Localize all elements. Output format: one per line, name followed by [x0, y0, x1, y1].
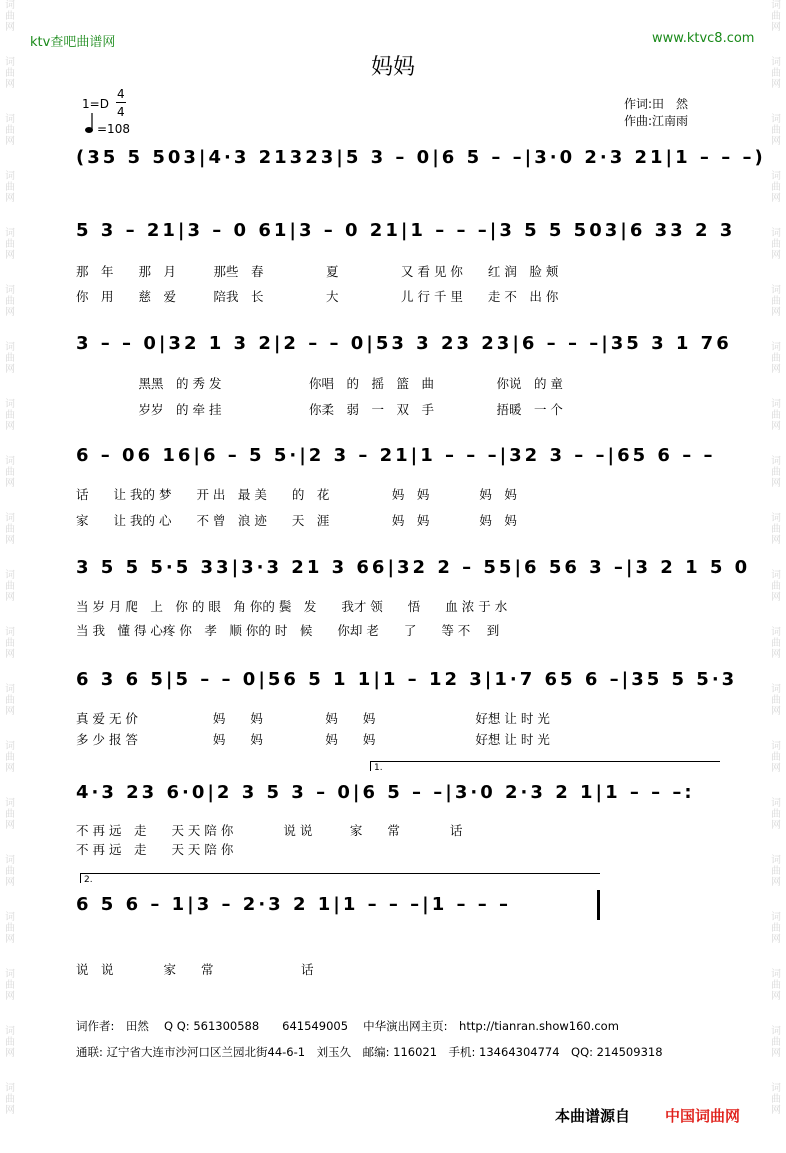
watermark-glyph: 网: [5, 649, 15, 660]
watermark-glyph: 曲: [5, 182, 15, 193]
watermark-glyph: 网: [771, 1048, 781, 1059]
final-barline: [597, 890, 600, 920]
watermark-glyph: 曲: [771, 1094, 781, 1105]
footer-contact-line-2: 通联: 辽宁省大连市沙河口区兰园北街44-6-1 刘玉久 邮编: 116021 手机: 13464304774 QQ: 214509318: [76, 1045, 663, 1059]
watermark-glyph: 词: [5, 684, 15, 695]
watermark-glyph: 词: [5, 456, 15, 467]
watermark-glyph: 网: [771, 877, 781, 888]
watermark-glyph: 曲: [771, 353, 781, 364]
watermark-glyph: 曲: [5, 11, 15, 22]
lyric-row-4-verse-2: 家 让 我的 心 不 曾 浪 迹 天 涯 妈 妈 妈 妈: [76, 513, 517, 528]
watermark-glyph: 网: [771, 364, 781, 375]
watermark-glyph: 词: [5, 228, 15, 239]
lyric-row-2-verse-1: 那 年 那 月 那些 春 夏 又 看 见 你 红 润 脸 颊: [76, 264, 559, 279]
watermark-glyph: 网: [5, 79, 15, 90]
lyric-row-5-verse-1: 当 岁 月 爬 上 你 的 眼 角 你的 鬓 发 我才 领 悟 血 浓 于 水: [76, 599, 508, 614]
watermark-glyph: 词: [771, 285, 781, 296]
watermark-glyph: 网: [771, 136, 781, 147]
watermark-glyph: 词: [771, 342, 781, 353]
watermark-glyph: 曲: [771, 923, 781, 934]
watermark-glyph: 网: [5, 193, 15, 204]
watermark-glyph: 网: [771, 250, 781, 261]
watermark-glyph: 曲: [5, 410, 15, 421]
watermark-glyph: 词: [771, 969, 781, 980]
watermark-glyph: 词: [771, 399, 781, 410]
watermark-glyph: 曲: [5, 809, 15, 820]
time-signature-divider: [116, 102, 126, 103]
watermark-glyph: 曲: [5, 866, 15, 877]
lyric-row-7-verse-2: 不 再 远 走 天 天 陪 你: [76, 842, 234, 857]
volta-2-bracket-tick: [80, 873, 81, 883]
score-row-4: 6 – 06 16|6 – 5 5·|2 3 – 21|1 – – –|32 3 – –|65 6 – –: [76, 445, 716, 466]
watermark-glyph: 曲: [771, 1037, 781, 1048]
lyric-row-3-verse-2: 岁岁 的 牵 挂 你柔 弱 一 双 手 捂暖 一 个: [76, 402, 563, 417]
score-row-5: 3 5 5 5·5 33|3·3 21 3 66|32 2 – 55|6 56 3 –|3 2 1 5 0: [76, 557, 751, 578]
watermark-left: [0, 0, 20, 1153]
key-signature: 1=D: [82, 97, 109, 111]
watermark-glyph: 曲: [771, 182, 781, 193]
watermark-glyph: 曲: [771, 866, 781, 877]
watermark-glyph: 网: [771, 22, 781, 33]
watermark-glyph: 曲: [5, 1094, 15, 1105]
source-label: 本曲谱源自: [555, 1107, 631, 1125]
lyric-row-7-verse-1: 不 再 远 走 天 天 陪 你 说 说 家 常 话: [76, 823, 463, 838]
score-row-3: 3 – – 0|32 1 3 2|2 – – 0|53 3 23 23|6 – – –|35 3 1 76: [76, 333, 732, 354]
watermark-glyph: 词: [771, 0, 781, 11]
watermark-glyph: 网: [5, 364, 15, 375]
watermark-glyph: 网: [771, 535, 781, 546]
watermark-glyph: 词: [771, 798, 781, 809]
watermark-glyph: 网: [771, 79, 781, 90]
watermark-glyph: 词: [5, 627, 15, 638]
score-row-8: 6 5 6 – 1|3 – 2·3 2 1|1 – – –|1 – – –: [76, 894, 512, 915]
watermark-glyph: 网: [771, 991, 781, 1002]
source-site-link[interactable]: 中国词曲网: [665, 1107, 741, 1125]
score-row-6: 6 3 6 5|5 – – 0|56 5 1 1|1 – 12 3|1·7 65 6 –|35 5 5·3: [76, 669, 738, 690]
watermark-glyph: 曲: [5, 125, 15, 136]
watermark-glyph: 网: [5, 1048, 15, 1059]
watermark-glyph: 曲: [771, 68, 781, 79]
lyric-row-5-verse-2: 当 我 懂 得 心疼 你 孝 顺 你的 时 候 你却 老 了 等 不 到: [76, 623, 500, 638]
watermark-glyph: 词: [5, 798, 15, 809]
watermark-glyph: 曲: [5, 239, 15, 250]
watermark-glyph: 曲: [771, 125, 781, 136]
watermark-glyph: 词: [5, 1026, 15, 1037]
watermark-glyph: 网: [5, 1105, 15, 1116]
site-url-right[interactable]: www.ktvc8.com: [652, 31, 755, 46]
watermark-glyph: 词: [771, 855, 781, 866]
score-row-2: 5 3 – 21|3 – 0 61|3 – 0 21|1 – – –|3 5 5 503|6 33 2 3: [76, 220, 736, 241]
watermark-glyph: 网: [5, 991, 15, 1002]
watermark-glyph: 网: [5, 934, 15, 945]
volta-1-bracket: [370, 761, 720, 762]
volta-2-label: 2.: [84, 875, 93, 885]
watermark-right: [766, 0, 786, 1153]
watermark-glyph: 曲: [5, 68, 15, 79]
watermark-glyph: 词: [5, 57, 15, 68]
watermark-glyph: 词: [771, 57, 781, 68]
watermark-glyph: 曲: [771, 11, 781, 22]
watermark-glyph: 曲: [771, 239, 781, 250]
watermark-glyph: 词: [5, 0, 15, 11]
watermark-glyph: 词: [771, 1083, 781, 1094]
watermark-glyph: 网: [771, 193, 781, 204]
watermark-glyph: 网: [5, 706, 15, 717]
watermark-glyph: 词: [5, 513, 15, 524]
lyric-row-6-verse-2: 多 少 报 答 妈 妈 妈 妈 好想 让 时 光: [76, 732, 550, 747]
watermark-glyph: 词: [771, 1026, 781, 1037]
watermark-glyph: 词: [5, 285, 15, 296]
watermark-glyph: 曲: [5, 752, 15, 763]
watermark-glyph: 曲: [771, 638, 781, 649]
watermark-glyph: 曲: [5, 695, 15, 706]
lyric-row-4-verse-1: 话 让 我的 梦 开 出 最 美 的 花 妈 妈 妈 妈: [76, 487, 517, 502]
time-signature-top: 4: [117, 87, 125, 101]
watermark-glyph: 曲: [5, 638, 15, 649]
watermark-glyph: 网: [771, 820, 781, 831]
watermark-glyph: 词: [771, 114, 781, 125]
score-row-1: (35 5 503|4·3 21323|5 3 – 0|6 5 – –|3·0 2·3 21|1 – – –): [76, 147, 766, 168]
watermark-glyph: 网: [5, 136, 15, 147]
watermark-glyph: 词: [5, 114, 15, 125]
watermark-glyph: 曲: [5, 1037, 15, 1048]
watermark-glyph: 曲: [771, 467, 781, 478]
watermark-glyph: 曲: [771, 752, 781, 763]
site-name-left[interactable]: ktv查吧曲谱网: [30, 35, 116, 50]
lyric-row-2-verse-2: 你 用 慈 爱 陪我 长 大 儿 行 千 里 走 不 出 你: [76, 289, 559, 304]
watermark-glyph: 曲: [5, 923, 15, 934]
watermark-glyph: 曲: [771, 581, 781, 592]
volta-2-bracket: [80, 873, 600, 874]
watermark-glyph: 网: [5, 535, 15, 546]
watermark-glyph: 曲: [5, 581, 15, 592]
watermark-glyph: 词: [5, 570, 15, 581]
watermark-glyph: 词: [5, 912, 15, 923]
watermark-glyph: 词: [5, 969, 15, 980]
lyric-row-3-verse-1: 黑黑 的 秀 发 你唱 的 摇 篮 曲 你说 的 童: [76, 376, 563, 391]
watermark-glyph: 网: [771, 421, 781, 432]
watermark-glyph: 词: [771, 513, 781, 524]
watermark-glyph: 网: [5, 22, 15, 33]
watermark-glyph: 词: [5, 171, 15, 182]
tempo-marking: =108: [97, 122, 130, 136]
watermark-glyph: 曲: [771, 695, 781, 706]
watermark-glyph: 曲: [771, 296, 781, 307]
watermark-glyph: 词: [771, 627, 781, 638]
watermark-glyph: 词: [771, 741, 781, 752]
volta-1-label: 1.: [374, 763, 383, 773]
watermark-glyph: 网: [771, 706, 781, 717]
watermark-glyph: 曲: [771, 410, 781, 421]
watermark-glyph: 词: [5, 399, 15, 410]
lyric-row-6-verse-1: 真 爱 无 价 妈 妈 妈 妈 好想 让 时 光: [76, 711, 550, 726]
watermark-glyph: 曲: [771, 524, 781, 535]
watermark-glyph: 词: [771, 684, 781, 695]
watermark-glyph: 词: [5, 855, 15, 866]
watermark-glyph: 网: [5, 820, 15, 831]
watermark-glyph: 词: [771, 171, 781, 182]
watermark-glyph: 网: [771, 1105, 781, 1116]
watermark-glyph: 网: [5, 478, 15, 489]
lyricist-credit: 作词:田 然: [624, 97, 689, 111]
quarter-note-icon: [84, 112, 96, 138]
watermark-glyph: 网: [771, 307, 781, 318]
watermark-glyph: 网: [5, 877, 15, 888]
watermark-glyph: 网: [5, 763, 15, 774]
footer-contact-line-1: 词作者: 田然 Q Q: 561300588 641549005 中华演出网主页: http://tianran.show160.com: [76, 1019, 619, 1033]
composer-credit: 作曲:江南雨: [624, 114, 689, 128]
watermark-glyph: 曲: [5, 353, 15, 364]
watermark-glyph: 网: [771, 649, 781, 660]
watermark-glyph: 网: [771, 763, 781, 774]
watermark-glyph: 曲: [771, 809, 781, 820]
watermark-glyph: 网: [771, 592, 781, 603]
watermark-glyph: 网: [771, 934, 781, 945]
watermark-glyph: 网: [771, 478, 781, 489]
watermark-glyph: 网: [5, 307, 15, 318]
watermark-glyph: 网: [5, 421, 15, 432]
watermark-glyph: 曲: [5, 524, 15, 535]
watermark-glyph: 网: [5, 592, 15, 603]
watermark-glyph: 曲: [5, 980, 15, 991]
watermark-glyph: 曲: [771, 980, 781, 991]
watermark-glyph: 词: [771, 456, 781, 467]
watermark-glyph: 词: [771, 228, 781, 239]
time-signature-bottom: 4: [117, 105, 125, 119]
score-row-7: 4·3 23 6·0|2 3 5 3 – 0|6 5 – –|3·0 2·3 2 1|1 – – –:: [76, 782, 695, 803]
watermark-glyph: 词: [771, 912, 781, 923]
watermark-glyph: 词: [5, 741, 15, 752]
lyric-row-8: 说 说 家 常 话: [76, 962, 314, 977]
volta-1-bracket-tick: [370, 761, 371, 771]
page-title: 妈妈: [370, 55, 415, 80]
watermark-glyph: 词: [5, 342, 15, 353]
watermark-glyph: 词: [771, 570, 781, 581]
watermark-glyph: 曲: [5, 296, 15, 307]
watermark-glyph: 网: [5, 250, 15, 261]
watermark-glyph: 词: [5, 1083, 15, 1094]
watermark-glyph: 曲: [5, 467, 15, 478]
